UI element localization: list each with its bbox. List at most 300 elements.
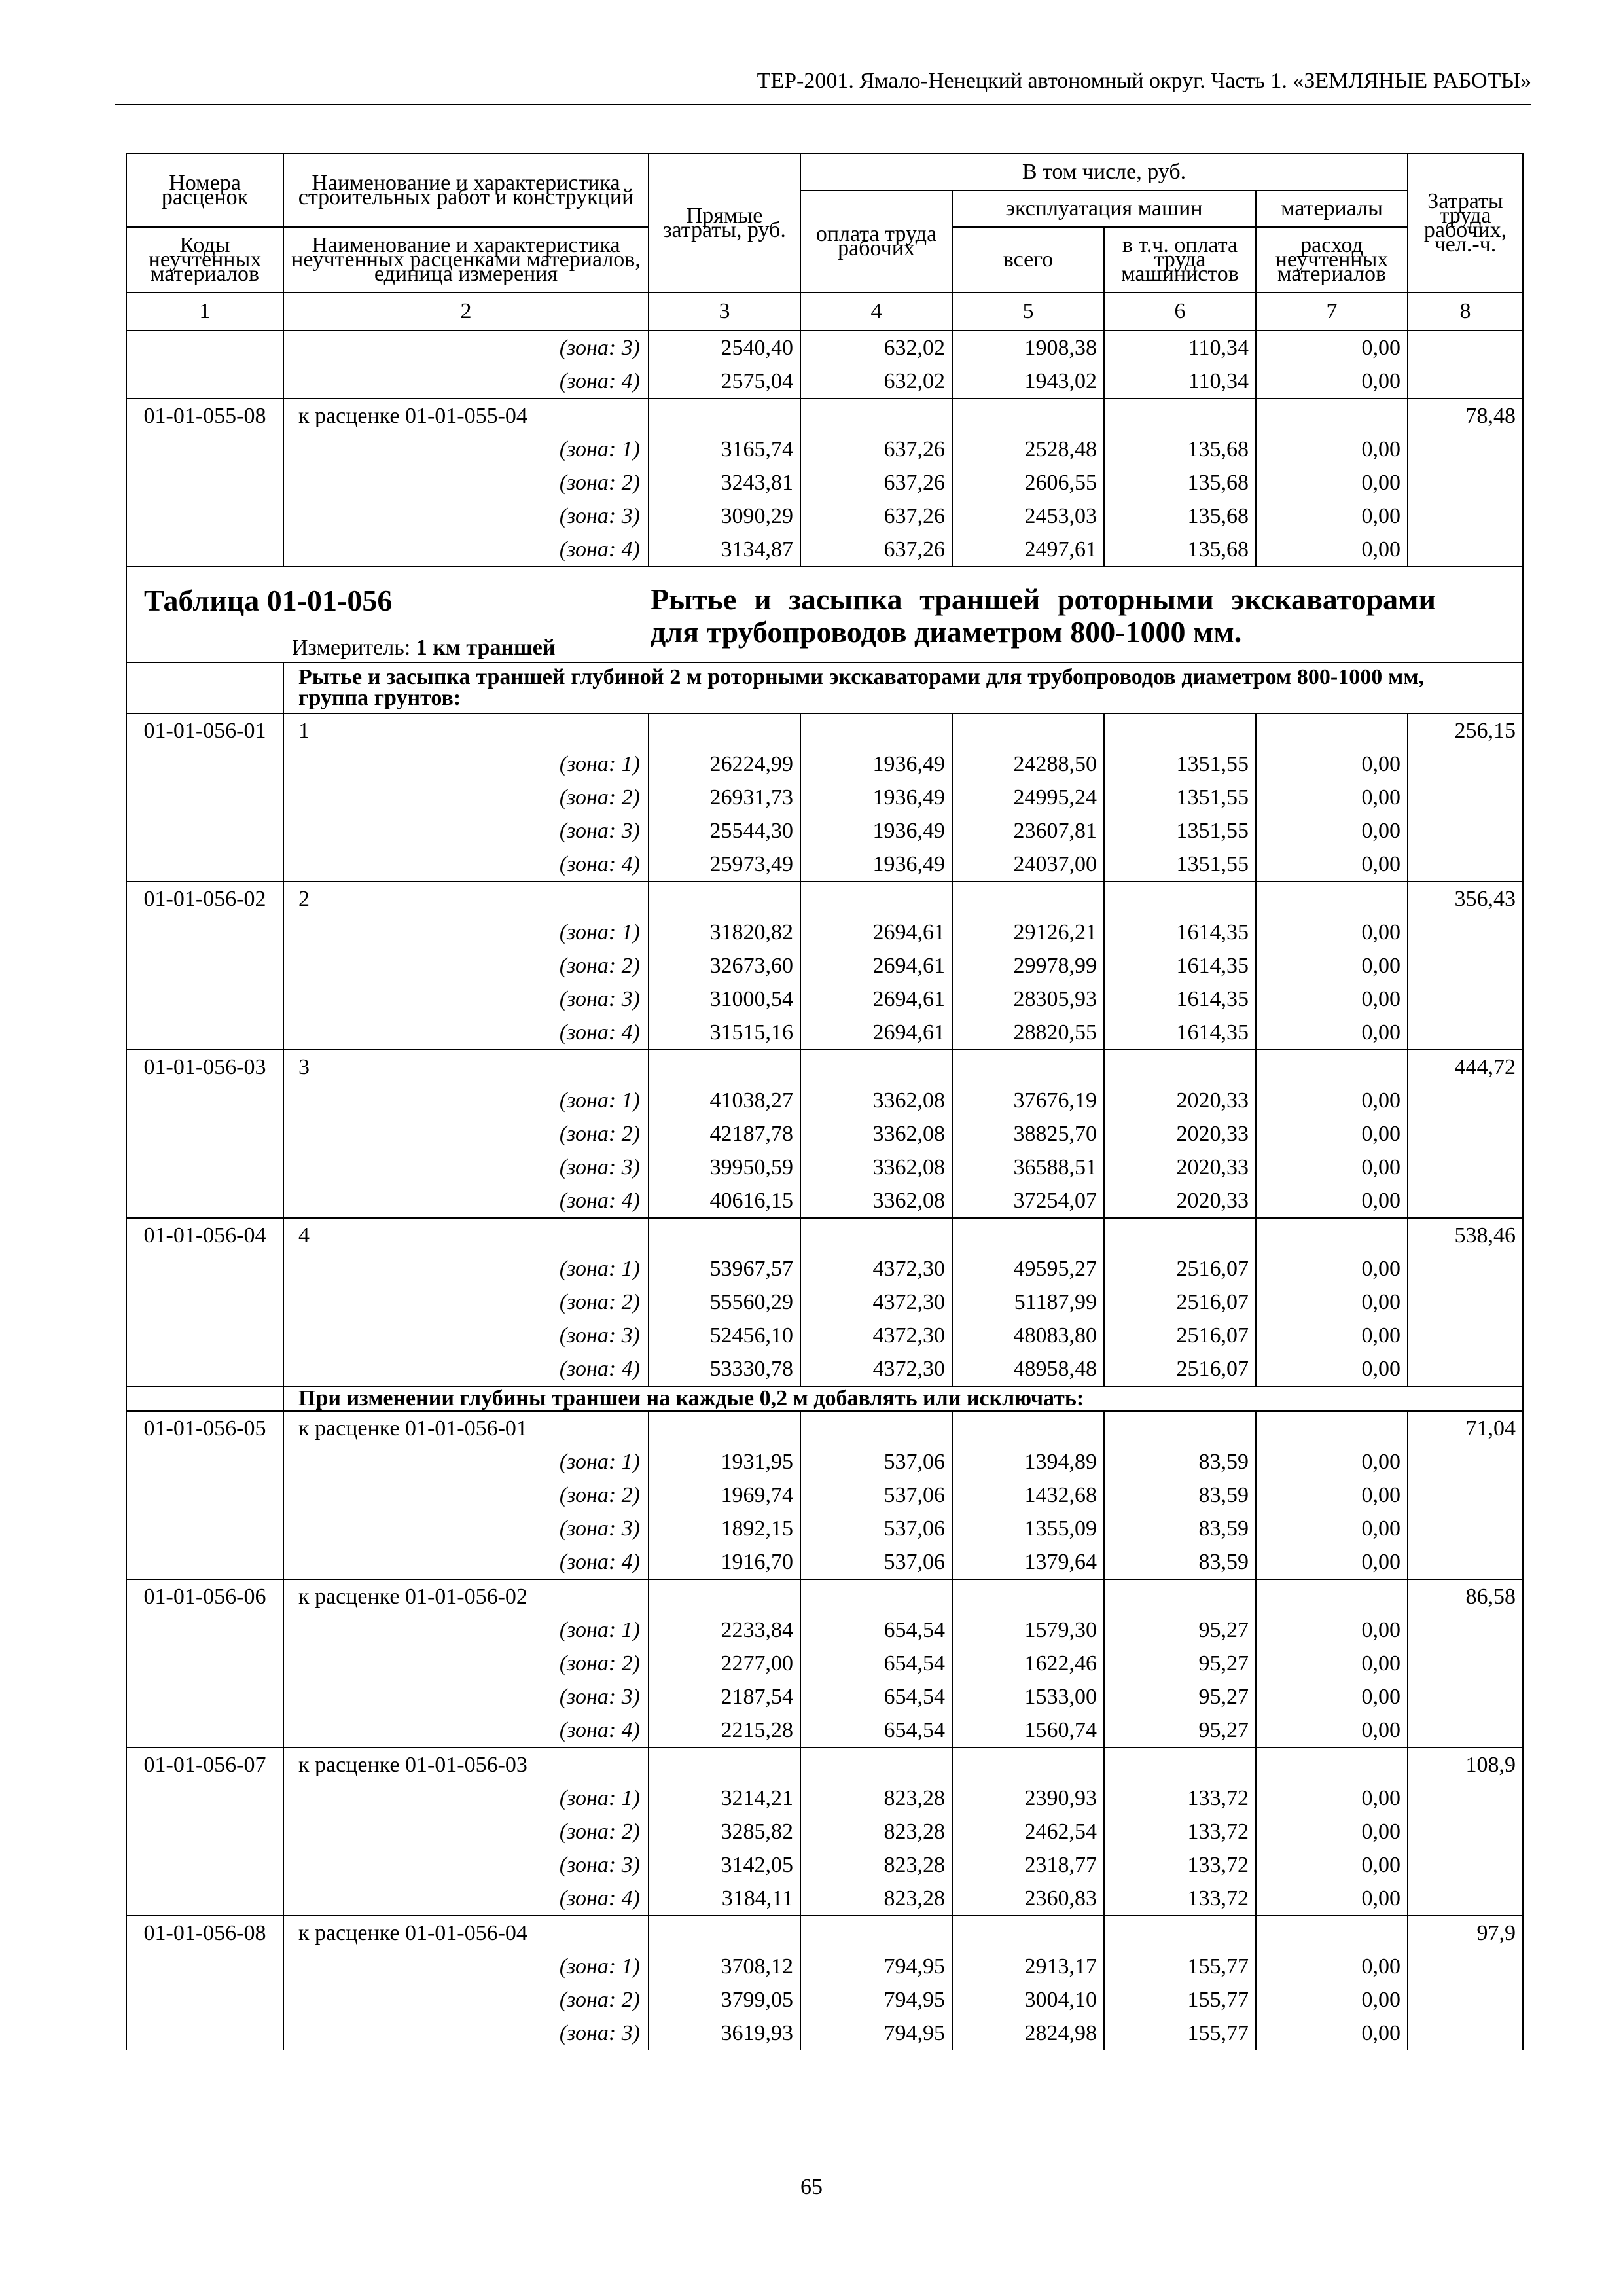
zone-row xyxy=(126,433,1523,466)
direct-cost: 31515,16 xyxy=(649,1016,800,1050)
empty-cell xyxy=(1408,1352,1523,1386)
direct-cost: 3165,74 xyxy=(649,433,800,466)
empty-cell xyxy=(952,713,1104,747)
zone-label: (зона: 2) xyxy=(283,1815,649,1848)
operator-wage: 2020,33 xyxy=(1104,1117,1256,1151)
operator-wage: 155,77 xyxy=(1104,2017,1256,2050)
worker-wage: 823,28 xyxy=(800,1848,952,1882)
operator-wage: 2020,33 xyxy=(1104,1151,1256,1184)
worker-wage: 4372,30 xyxy=(800,1252,952,1285)
materials-cost: 0,00 xyxy=(1256,747,1408,781)
empty-cell xyxy=(1408,1680,1523,1713)
rate-head-row xyxy=(126,713,1523,747)
empty-cell xyxy=(1104,713,1256,747)
worker-wage: 3362,08 xyxy=(800,1184,952,1218)
operator-wage: 133,72 xyxy=(1104,1848,1256,1882)
labor-cost: 356,43 xyxy=(1408,882,1523,916)
direct-cost: 3285,82 xyxy=(649,1815,800,1848)
direct-cost: 3184,11 xyxy=(649,1882,800,1916)
operator-wage: 95,27 xyxy=(1104,1680,1256,1713)
worker-wage: 632,02 xyxy=(800,365,952,399)
empty-cell xyxy=(1408,848,1523,882)
column-numbers-row xyxy=(126,293,1523,331)
worker-wage: 2694,61 xyxy=(800,1016,952,1050)
empty-cell xyxy=(1408,1713,1523,1748)
empty-cell xyxy=(1104,1411,1256,1445)
zone-row xyxy=(126,331,1523,365)
operator-wage: 110,34 xyxy=(1104,331,1256,365)
empty-cell xyxy=(649,1411,800,1445)
page-number: 65 xyxy=(800,2175,823,2199)
empty-cell xyxy=(126,1285,283,1319)
direct-cost: 1916,70 xyxy=(649,1545,800,1579)
zone-label: (зона: 3) xyxy=(283,982,649,1016)
zone-label: (зона: 4) xyxy=(283,1184,649,1218)
empty-cell xyxy=(952,1050,1104,1084)
empty-cell xyxy=(126,1815,283,1848)
rate-code: 01-01-056-05 xyxy=(126,1411,283,1445)
section-heading-block xyxy=(126,1386,1523,1411)
empty-cell xyxy=(800,1218,952,1252)
operator-wage: 1614,35 xyxy=(1104,1016,1256,1050)
rate-code: 01-01-055-08 xyxy=(126,399,283,433)
zone-row xyxy=(126,982,1523,1016)
empty-cell xyxy=(126,1016,283,1050)
materials-cost: 0,00 xyxy=(1256,1117,1408,1151)
col2-bottom-header: Наименование и характеристика неучтенных расценками материалов, единица измерения xyxy=(283,227,649,293)
empty-cell xyxy=(1408,1983,1523,2017)
worker-wage: 823,28 xyxy=(800,1882,952,1916)
zone-row xyxy=(126,1680,1523,1713)
rate-head-row xyxy=(126,399,1523,433)
materials-cost: 0,00 xyxy=(1256,1285,1408,1319)
empty-cell xyxy=(126,1117,283,1151)
zone-row xyxy=(126,1647,1523,1680)
empty-cell xyxy=(1408,365,1523,399)
direct-cost: 31820,82 xyxy=(649,916,800,949)
rate-code: 01-01-056-04 xyxy=(126,1218,283,1252)
empty-cell xyxy=(952,882,1104,916)
zone-row xyxy=(126,814,1523,848)
materials-cost: 0,00 xyxy=(1256,1782,1408,1815)
empty-cell xyxy=(1408,1479,1523,1512)
machine-total: 2497,61 xyxy=(952,533,1104,567)
empty-cell xyxy=(126,365,283,399)
empty-cell xyxy=(126,1848,283,1882)
empty-cell xyxy=(1408,433,1523,466)
direct-cost: 25973,49 xyxy=(649,848,800,882)
labor-cost: 108,9 xyxy=(1408,1748,1523,1782)
operator-wage: 2516,07 xyxy=(1104,1252,1256,1285)
zone-row xyxy=(126,1613,1523,1647)
empty-cell xyxy=(1256,713,1408,747)
empty-cell xyxy=(126,1352,283,1386)
zone-row xyxy=(126,1184,1523,1218)
rate-head-row xyxy=(126,1218,1523,1252)
empty-cell xyxy=(1256,1218,1408,1252)
empty-cell xyxy=(1408,1815,1523,1848)
worker-wage: 794,95 xyxy=(800,1983,952,2017)
empty-cell xyxy=(126,433,283,466)
direct-cost: 3799,05 xyxy=(649,1983,800,2017)
empty-cell xyxy=(952,1916,1104,1950)
section-heading: При изменении глубины траншеи на каждые 0,2 м добавлять или исключать: xyxy=(283,1386,1523,1411)
direct-cost: 2277,00 xyxy=(649,1647,800,1680)
empty-cell xyxy=(1104,1050,1256,1084)
machine-total: 1622,46 xyxy=(952,1647,1104,1680)
machine-total: 2528,48 xyxy=(952,433,1104,466)
empty-cell xyxy=(1104,399,1256,433)
materials-cost: 0,00 xyxy=(1256,1319,1408,1352)
machine-total: 23607,81 xyxy=(952,814,1104,848)
materials-cost: 0,00 xyxy=(1256,916,1408,949)
materials-cost: 0,00 xyxy=(1256,949,1408,982)
materials-cost: 0,00 xyxy=(1256,2017,1408,2050)
column-number: 2 xyxy=(283,293,649,331)
materials-cost: 0,00 xyxy=(1256,848,1408,882)
worker-wage: 794,95 xyxy=(800,2017,952,2050)
col7-header: расход неучтенных материалов xyxy=(1256,227,1408,293)
operator-wage: 1614,35 xyxy=(1104,916,1256,949)
materials-cost: 0,00 xyxy=(1256,1252,1408,1285)
materials-cost: 0,00 xyxy=(1256,1545,1408,1579)
machine-total: 2913,17 xyxy=(952,1950,1104,1983)
measure-label: Измеритель: xyxy=(292,636,411,660)
operator-wage: 110,34 xyxy=(1104,365,1256,399)
machine-total: 36588,51 xyxy=(952,1151,1104,1184)
zone-row xyxy=(126,1545,1523,1579)
rate-head-row xyxy=(126,1050,1523,1084)
column-number: 3 xyxy=(649,293,800,331)
empty-cell xyxy=(1256,1411,1408,1445)
rates-group xyxy=(126,1411,1523,2050)
empty-cell xyxy=(1408,747,1523,781)
empty-cell xyxy=(126,1151,283,1184)
machine-total: 3004,10 xyxy=(952,1983,1104,2017)
empty-cell xyxy=(126,781,283,814)
rate-description: к расценке 01-01-056-03 xyxy=(283,1748,649,1782)
machine-total: 24037,00 xyxy=(952,848,1104,882)
machine-total: 2390,93 xyxy=(952,1782,1104,1815)
zone-row xyxy=(126,1950,1523,1983)
direct-cost: 41038,27 xyxy=(649,1084,800,1117)
labor-cost: 86,58 xyxy=(1408,1579,1523,1613)
machine-total: 24288,50 xyxy=(952,747,1104,781)
zone-row xyxy=(126,1713,1523,1748)
operator-wage: 83,59 xyxy=(1104,1545,1256,1579)
empty-cell xyxy=(1408,814,1523,848)
operator-wage: 1351,55 xyxy=(1104,814,1256,848)
machine-total: 24995,24 xyxy=(952,781,1104,814)
empty-cell xyxy=(126,1512,283,1545)
zone-row xyxy=(126,1512,1523,1545)
machine-total: 28820,55 xyxy=(952,1016,1104,1050)
col1-top-header: Номера расценок xyxy=(126,154,283,227)
empty-cell xyxy=(126,1680,283,1713)
machine-total: 48083,80 xyxy=(952,1319,1104,1352)
worker-wage: 3362,08 xyxy=(800,1084,952,1117)
empty-cell xyxy=(1408,1117,1523,1151)
rate-code: 01-01-056-08 xyxy=(126,1916,283,1950)
rate-description: к расценке 01-01-055-04 xyxy=(283,399,649,433)
empty-cell xyxy=(1256,1579,1408,1613)
zone-row xyxy=(126,1084,1523,1117)
zone-label: (зона: 2) xyxy=(283,781,649,814)
operator-wage: 83,59 xyxy=(1104,1445,1256,1479)
zone-row xyxy=(126,848,1523,882)
empty-cell xyxy=(1408,1848,1523,1882)
materials-cost: 0,00 xyxy=(1256,1613,1408,1647)
operator-wage: 2020,33 xyxy=(1104,1184,1256,1218)
direct-cost: 31000,54 xyxy=(649,982,800,1016)
operator-wage: 135,68 xyxy=(1104,499,1256,533)
empty-cell xyxy=(1408,1950,1523,1983)
empty-cell xyxy=(1408,1151,1523,1184)
machine-total: 28305,93 xyxy=(952,982,1104,1016)
table-number: Таблица 01-01-056 xyxy=(144,584,393,617)
rate-description: 2 xyxy=(283,882,649,916)
zone-row xyxy=(126,1151,1523,1184)
machines-header: эксплуатация машин xyxy=(952,190,1256,227)
empty-cell xyxy=(1408,1445,1523,1479)
empty-cell xyxy=(952,399,1104,433)
operator-wage: 1614,35 xyxy=(1104,949,1256,982)
machine-total: 29126,21 xyxy=(952,916,1104,949)
empty-cell xyxy=(1408,1545,1523,1579)
worker-wage: 537,06 xyxy=(800,1545,952,1579)
zone-label: (зона: 4) xyxy=(283,1882,649,1916)
empty-cell xyxy=(126,1782,283,1815)
worker-wage: 632,02 xyxy=(800,331,952,365)
zone-row xyxy=(126,1117,1523,1151)
zone-row xyxy=(126,1445,1523,1479)
empty-cell xyxy=(952,1411,1104,1445)
rate-code: 01-01-056-01 xyxy=(126,713,283,747)
empty-cell xyxy=(1104,1916,1256,1950)
empty-cell xyxy=(126,1950,283,1983)
empty-cell xyxy=(126,466,283,499)
measure-value: 1 км траншей xyxy=(416,636,556,660)
rate-code: 01-01-056-03 xyxy=(126,1050,283,1084)
zone-row xyxy=(126,949,1523,982)
zone-label: (зона: 2) xyxy=(283,466,649,499)
direct-cost: 39950,59 xyxy=(649,1151,800,1184)
materials-cost: 0,00 xyxy=(1256,1512,1408,1545)
worker-wage: 1936,49 xyxy=(800,781,952,814)
empty-cell xyxy=(1408,1512,1523,1545)
empty-cell xyxy=(1256,399,1408,433)
rate-description: к расценке 01-01-056-01 xyxy=(283,1411,649,1445)
machine-total: 1560,74 xyxy=(952,1713,1104,1748)
direct-cost: 52456,10 xyxy=(649,1319,800,1352)
zone-label: (зона: 3) xyxy=(283,499,649,533)
empty-cell xyxy=(126,747,283,781)
empty-cell xyxy=(126,1252,283,1285)
empty-cell xyxy=(649,1050,800,1084)
empty-cell xyxy=(126,331,283,365)
zone-label: (зона: 3) xyxy=(283,1680,649,1713)
rate-code: 01-01-056-02 xyxy=(126,882,283,916)
worker-wage: 637,26 xyxy=(800,466,952,499)
worker-wage: 654,54 xyxy=(800,1647,952,1680)
zone-label: (зона: 2) xyxy=(283,1647,649,1680)
direct-cost: 53330,78 xyxy=(649,1352,800,1386)
zone-label: (зона: 1) xyxy=(283,1613,649,1647)
zone-label: (зона: 1) xyxy=(283,747,649,781)
direct-cost: 55560,29 xyxy=(649,1285,800,1319)
empty-cell xyxy=(800,1579,952,1613)
worker-wage: 823,28 xyxy=(800,1815,952,1848)
empty-cell xyxy=(800,1411,952,1445)
empty-cell xyxy=(126,916,283,949)
empty-cell xyxy=(126,1713,283,1748)
zone-row xyxy=(126,1319,1523,1352)
empty-cell xyxy=(126,499,283,533)
operator-wage: 2020,33 xyxy=(1104,1084,1256,1117)
direct-cost: 3214,21 xyxy=(649,1782,800,1815)
empty-cell xyxy=(1408,982,1523,1016)
operator-wage: 95,27 xyxy=(1104,1647,1256,1680)
zone-row xyxy=(126,916,1523,949)
rate-head-row xyxy=(126,1748,1523,1782)
header-text: ТЕР-2001. Ямало-Ненецкий автономный округ. Часть 1. «ЗЕМЛЯНЫЕ РАБОТЫ» xyxy=(757,69,1531,93)
machine-total: 1379,64 xyxy=(952,1545,1104,1579)
empty-cell xyxy=(126,1319,283,1352)
empty-cell xyxy=(126,1983,283,2017)
rate-code: 01-01-056-07 xyxy=(126,1748,283,1782)
empty-cell xyxy=(1408,1319,1523,1352)
machine-total: 1355,09 xyxy=(952,1512,1104,1545)
rate-head-row xyxy=(126,882,1523,916)
materials-cost: 0,00 xyxy=(1256,1713,1408,1748)
rate-head-row xyxy=(126,1579,1523,1613)
zone-label: (зона: 3) xyxy=(283,814,649,848)
direct-cost: 3134,87 xyxy=(649,533,800,567)
empty-cell xyxy=(1408,1285,1523,1319)
direct-cost: 3142,05 xyxy=(649,1848,800,1882)
rate-description: к расценке 01-01-056-04 xyxy=(283,1916,649,1950)
column-number: 5 xyxy=(952,293,1104,331)
direct-cost: 25544,30 xyxy=(649,814,800,848)
rate-description: 1 xyxy=(283,713,649,747)
labor-cost: 97,9 xyxy=(1408,1916,1523,1950)
rates-table xyxy=(126,153,1524,2050)
materials-cost: 0,00 xyxy=(1256,814,1408,848)
materials-cost: 0,00 xyxy=(1256,781,1408,814)
zone-label: (зона: 3) xyxy=(283,331,649,365)
zone-label: (зона: 1) xyxy=(283,916,649,949)
empty-cell xyxy=(1408,331,1523,365)
running-header xyxy=(115,69,1531,105)
empty-cell xyxy=(649,713,800,747)
rate-code: 01-01-056-06 xyxy=(126,1579,283,1613)
zone-row xyxy=(126,499,1523,533)
zone-label: (зона: 4) xyxy=(283,533,649,567)
direct-cost: 42187,78 xyxy=(649,1117,800,1151)
empty-cell xyxy=(1408,916,1523,949)
worker-wage: 4372,30 xyxy=(800,1285,952,1319)
machine-total: 1908,38 xyxy=(952,331,1104,365)
empty-cell xyxy=(1104,1748,1256,1782)
empty-cell xyxy=(1256,1916,1408,1950)
empty-cell xyxy=(1408,466,1523,499)
empty-cell xyxy=(1408,1647,1523,1680)
worker-wage: 654,54 xyxy=(800,1680,952,1713)
zone-label: (зона: 4) xyxy=(283,1545,649,1579)
zone-label: (зона: 1) xyxy=(283,433,649,466)
labor-cost: 71,04 xyxy=(1408,1411,1523,1445)
materials-cost: 0,00 xyxy=(1256,1084,1408,1117)
worker-wage: 3362,08 xyxy=(800,1151,952,1184)
materials-cost: 0,00 xyxy=(1256,1983,1408,2017)
machine-total: 1432,68 xyxy=(952,1479,1104,1512)
empty-cell xyxy=(1256,882,1408,916)
machine-total: 51187,99 xyxy=(952,1285,1104,1319)
worker-wage: 823,28 xyxy=(800,1782,952,1815)
column-number: 4 xyxy=(800,293,952,331)
zone-label: (зона: 1) xyxy=(283,1950,649,1983)
operator-wage: 155,77 xyxy=(1104,1950,1256,1983)
zone-row xyxy=(126,747,1523,781)
empty-cell xyxy=(1408,949,1523,982)
empty-cell xyxy=(649,1218,800,1252)
direct-cost: 2540,40 xyxy=(649,331,800,365)
empty-cell xyxy=(649,882,800,916)
empty-cell xyxy=(126,1613,283,1647)
worker-wage: 537,06 xyxy=(800,1479,952,1512)
empty-cell xyxy=(126,1647,283,1680)
empty-cell xyxy=(800,1050,952,1084)
machine-total: 49595,27 xyxy=(952,1252,1104,1285)
zone-label: (зона: 3) xyxy=(283,1319,649,1352)
machine-total: 2453,03 xyxy=(952,499,1104,533)
table-header xyxy=(126,154,1523,331)
rates-group xyxy=(126,331,1523,567)
direct-cost: 1931,95 xyxy=(649,1445,800,1479)
table-title-block xyxy=(126,567,1523,713)
labor-cost: 78,48 xyxy=(1408,399,1523,433)
section-heading: Рытье и засыпка траншей глубиной 2 м роторными экскаваторами для трубопроводов диаметром 800-1000 мм, группа грунтов: xyxy=(283,662,1523,713)
worker-wage: 3362,08 xyxy=(800,1117,952,1151)
zone-row xyxy=(126,1782,1523,1815)
direct-cost: 3708,12 xyxy=(649,1950,800,1983)
zone-row xyxy=(126,1352,1523,1386)
operator-wage: 95,27 xyxy=(1104,1613,1256,1647)
zone-label: (зона: 2) xyxy=(283,1479,649,1512)
zone-label: (зона: 3) xyxy=(283,1512,649,1545)
zone-label: (зона: 3) xyxy=(283,2017,649,2050)
operator-wage: 1351,55 xyxy=(1104,848,1256,882)
rate-head-row xyxy=(126,1916,1523,1950)
operator-wage: 1614,35 xyxy=(1104,982,1256,1016)
col2-top-header: Наименование и характеристика строительных работ и конструкций xyxy=(283,154,649,227)
incl-header: В том числе, руб. xyxy=(800,154,1408,190)
worker-wage: 637,26 xyxy=(800,533,952,567)
empty-cell xyxy=(1104,882,1256,916)
rate-description: 3 xyxy=(283,1050,649,1084)
machine-total: 1943,02 xyxy=(952,365,1104,399)
materials-cost: 0,00 xyxy=(1256,1352,1408,1386)
materials-cost: 0,00 xyxy=(1256,1882,1408,1916)
rates-group xyxy=(126,713,1523,1386)
empty-cell xyxy=(126,533,283,567)
zone-label: (зона: 2) xyxy=(283,1117,649,1151)
machine-total: 2462,54 xyxy=(952,1815,1104,1848)
materials-cost: 0,00 xyxy=(1256,1950,1408,1983)
empty-cell xyxy=(1408,1782,1523,1815)
empty-cell xyxy=(1408,1613,1523,1647)
operator-wage: 1351,55 xyxy=(1104,781,1256,814)
